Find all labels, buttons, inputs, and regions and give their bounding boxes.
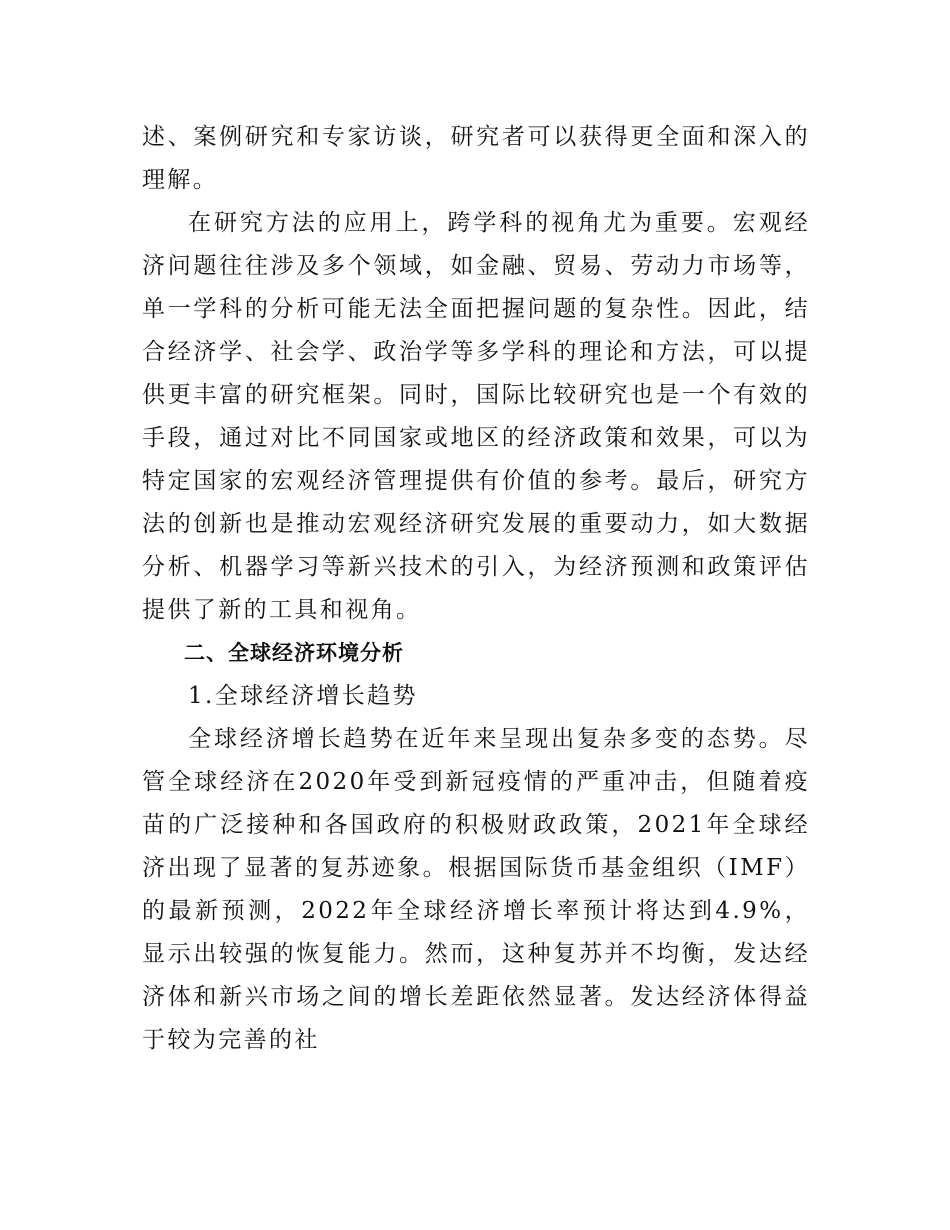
document-body <box>142 116 810 1062</box>
paragraph-research-methods: 在研究方法的应用上，跨学科的视角尤为重要。宏观经济问题往往涉及多个领域，如金融、贸易、劳动力市场等，单一学科的分析可能无法全面把握问题的复杂性。因此，结合经济学、社会学、政治学等多学科的理论和方法，可以提供更丰富的研究框架。同时，国际比较研究也是一个有效的手段，通过对比不同国家或地区的经济政策和效果，可以为特定国家的宏观经济管理提供有价值的参考。最后，研究方法的创新也是推动宏观经济研究发展的重要动力，如大数据分析、机器学习等新兴技术的引入，为经济预测和政策评估提供了新的工具和视角。 <box>142 210 810 623</box>
subsection-heading: 1.全球经济增长趋势 <box>188 683 418 709</box>
section-heading: 二、全球经济环境分析 <box>184 641 404 665</box>
paragraph-global-growth: 全球经济增长趋势在近年来呈现出复杂多变的态势。尽管全球经济在2020年受到新冠疫情的严重冲击，但随着疫苗的广泛接种和各国政府的积极财政政策，2021年全球经济出现了显著的复苏迹象。根据国际货币基金组织（IMF）的最新预测，2022年全球经济增长率预计将达到4.9%，显示出较强的恢复能力。然而，这种复苏并不均衡，发达经济体和新兴市场之间的增长差距依然显著。发达经济体得益于较为完善的社 <box>142 726 810 1053</box>
paragraph-continued: 述、案例研究和专家访谈，研究者可以获得更全面和深入的理解。 <box>142 124 810 193</box>
